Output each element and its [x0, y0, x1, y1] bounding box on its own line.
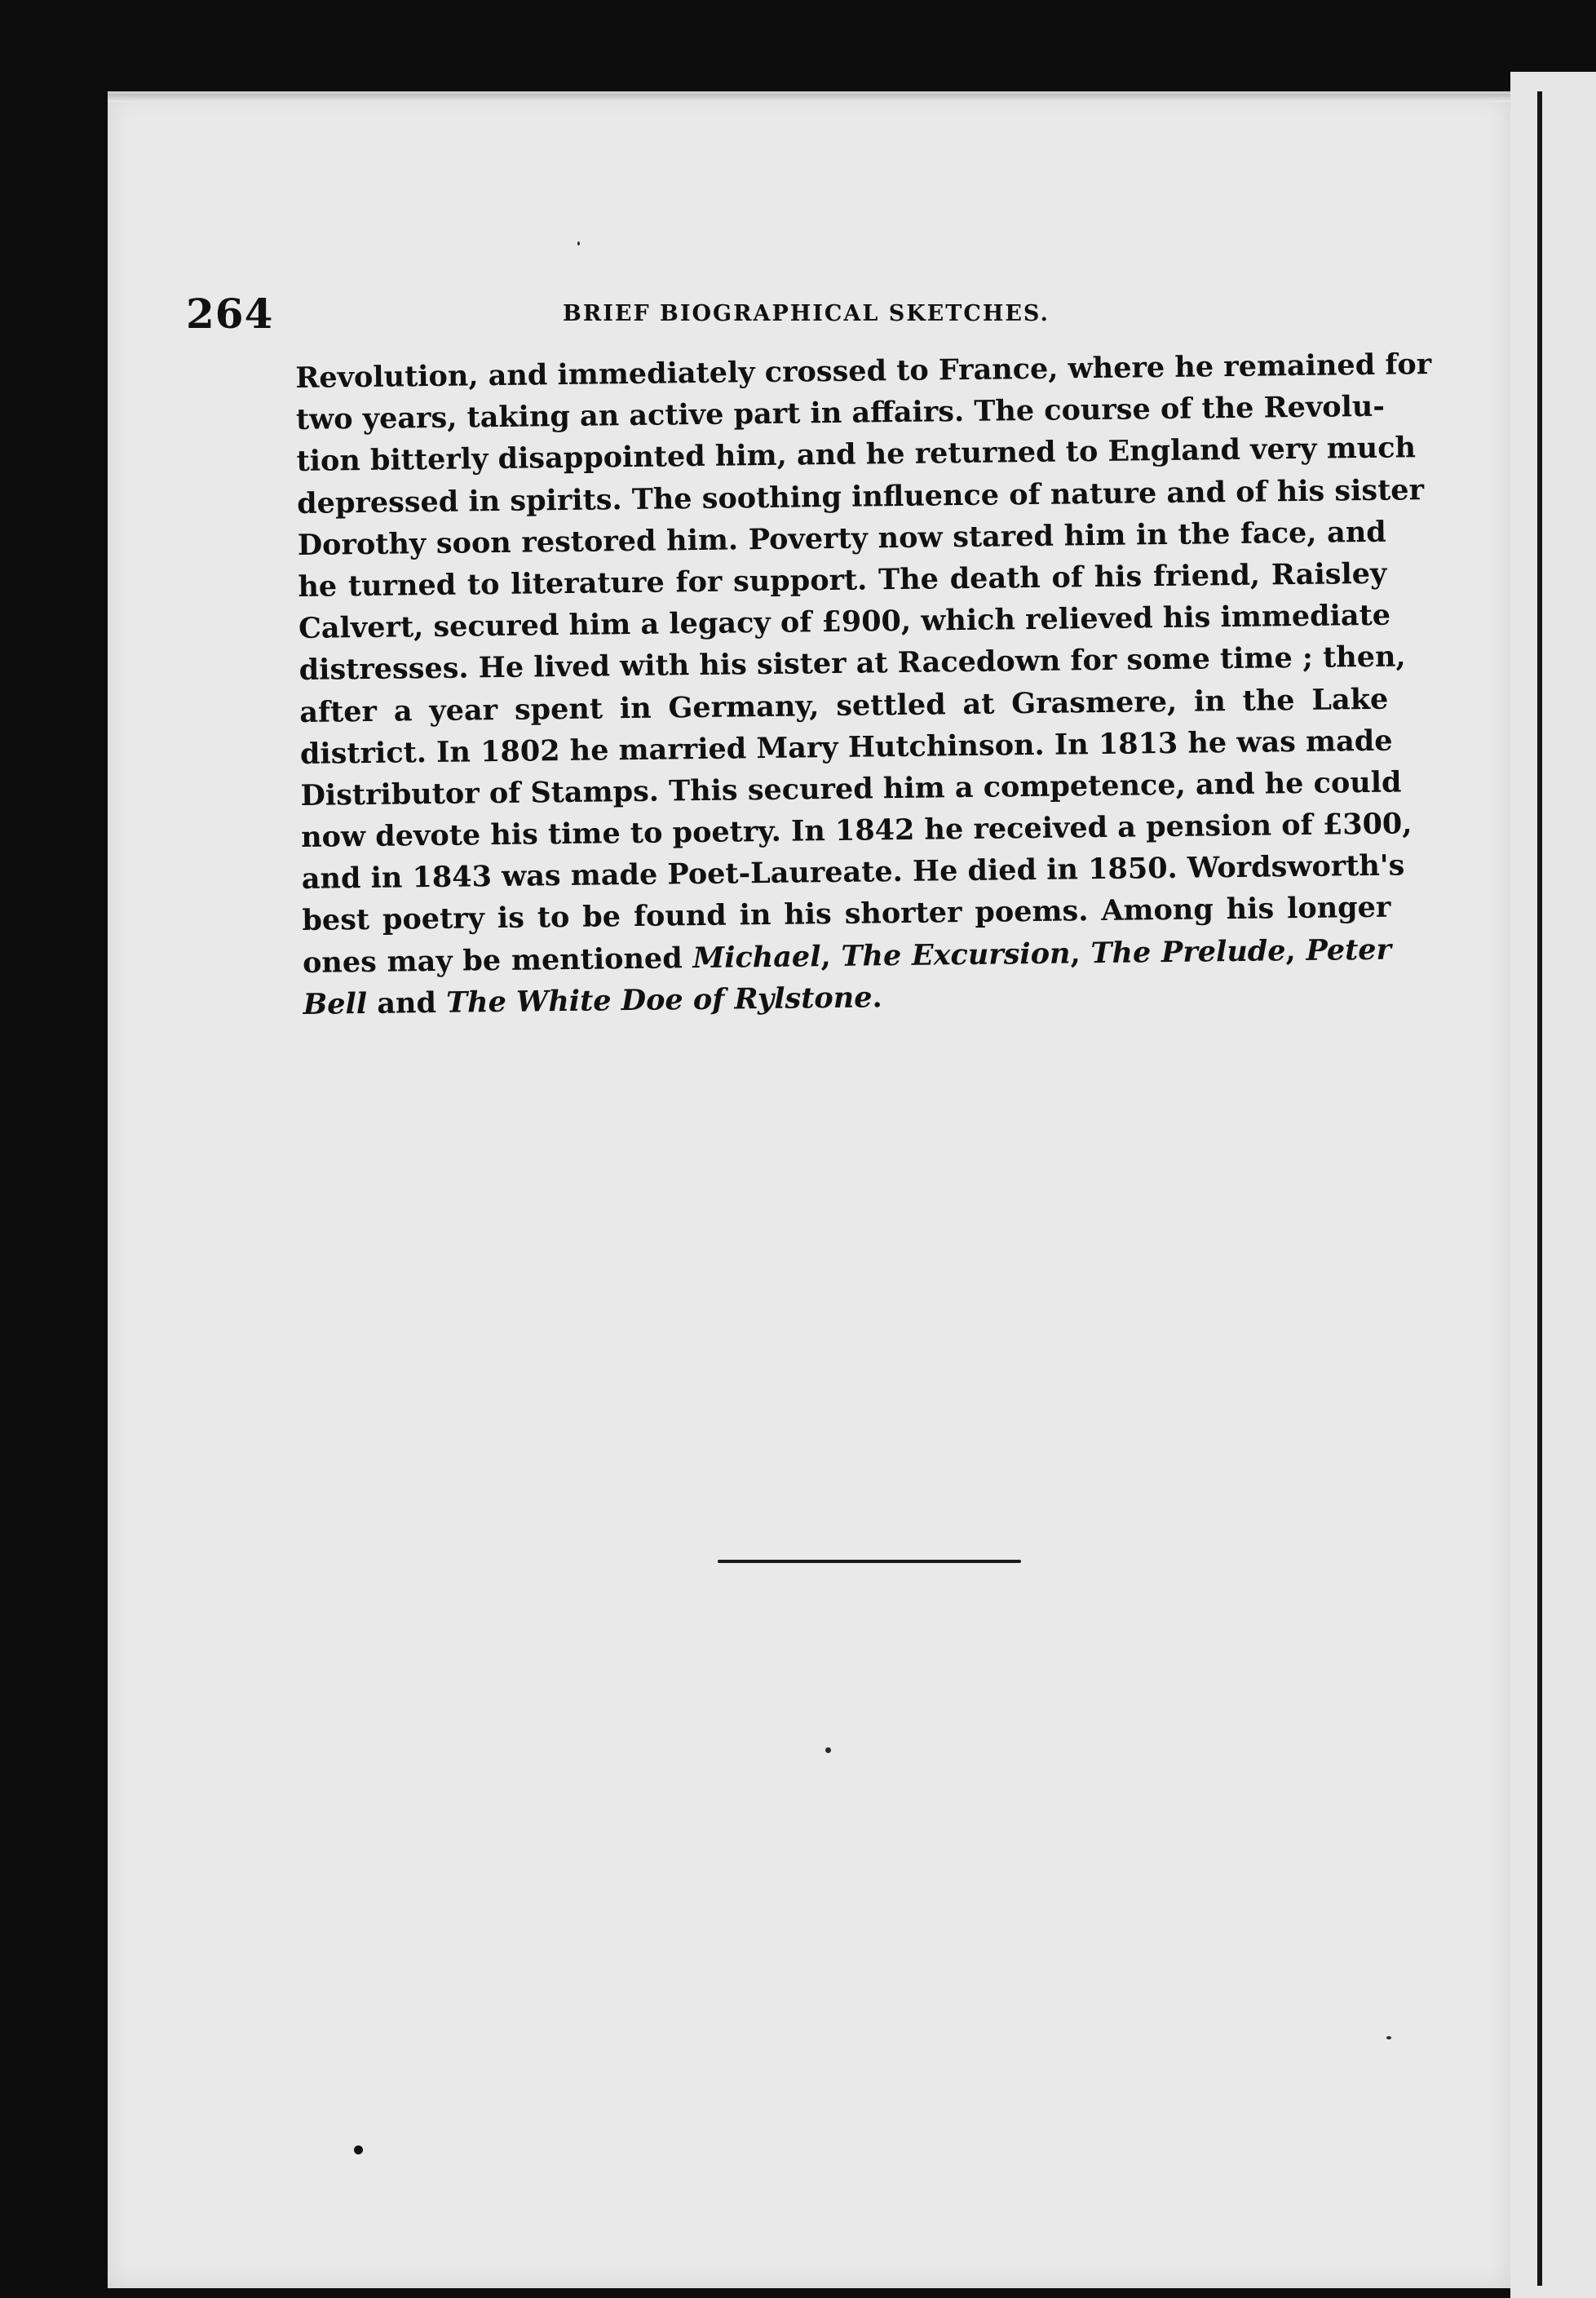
text-line: distresses. He lived with his sister at Racedown for some time ; then, [298, 640, 1406, 688]
text-line: now devote his time to poetry. In 1842 he received a pension of £300, [300, 807, 1413, 855]
page-number: 264 [186, 290, 274, 338]
body-paragraph [295, 344, 1432, 1025]
facing-page-edge [1510, 72, 1596, 2298]
section-end-rule [718, 1560, 1021, 1563]
paper-speck [577, 241, 580, 246]
text-line: Dorothy soon restored him. Poverty now stared him in the face, and [297, 515, 1386, 562]
paper-speck [825, 1747, 831, 1753]
paper-speck [1386, 2036, 1391, 2039]
text-fragment: and [366, 985, 447, 1021]
work-title: Bell [303, 986, 368, 1021]
book-gutter-line [1537, 91, 1542, 2286]
text-line: two years, taking an active part in affairs. The course of the Revolu- [295, 389, 1386, 437]
text-line: best poetry is to be found in his shorter poems. Among his longer [302, 891, 1391, 938]
text-line: and in 1843 was made Poet-Laureate. He died in 1850. Wordsworth's [301, 848, 1405, 897]
work-title: The White Doe of Rylstone [445, 981, 873, 1020]
running-head: BRIEF BIOGRAPHICAL SKETCHES. [563, 301, 1050, 326]
text-line: tion bitterly disappointed him, and he returned to England very much [296, 431, 1417, 479]
text-line: Distributor of Stamps. This secured him a competence, and he could [300, 765, 1402, 812]
text-line: district. In 1802 he married Mary Hutchinson. In 1813 he was made [299, 724, 1393, 771]
paper-speck [354, 2145, 363, 2154]
text-fragment: , [1070, 936, 1091, 971]
text-fragment: . [872, 981, 882, 1015]
text-fragment: , [1285, 933, 1306, 967]
work-title: Peter [1306, 932, 1392, 967]
text-line: Revolution, and immediately crossed to France, where he remained for [295, 347, 1432, 395]
work-title: Michael [692, 939, 821, 975]
work-title: The Excursion [841, 936, 1071, 973]
text-fragment: ones may be mentioned [302, 941, 693, 980]
text-line: he turned to literature for support. The death of his friend, Raisley [298, 556, 1387, 604]
page-top-edge [108, 94, 1510, 102]
text-fragment: , [820, 939, 842, 973]
work-title: The Prelude [1090, 933, 1286, 970]
text-line: Calvert, secured him a legacy of £900, which relieved his immediate [298, 598, 1391, 646]
page-header [186, 290, 1099, 339]
text-line: depressed in spirits. The soothing influence of nature and of his sister [296, 472, 1425, 520]
text-line: after a year spent in Germany, settled at Grasmere, in the Lake [299, 682, 1389, 729]
